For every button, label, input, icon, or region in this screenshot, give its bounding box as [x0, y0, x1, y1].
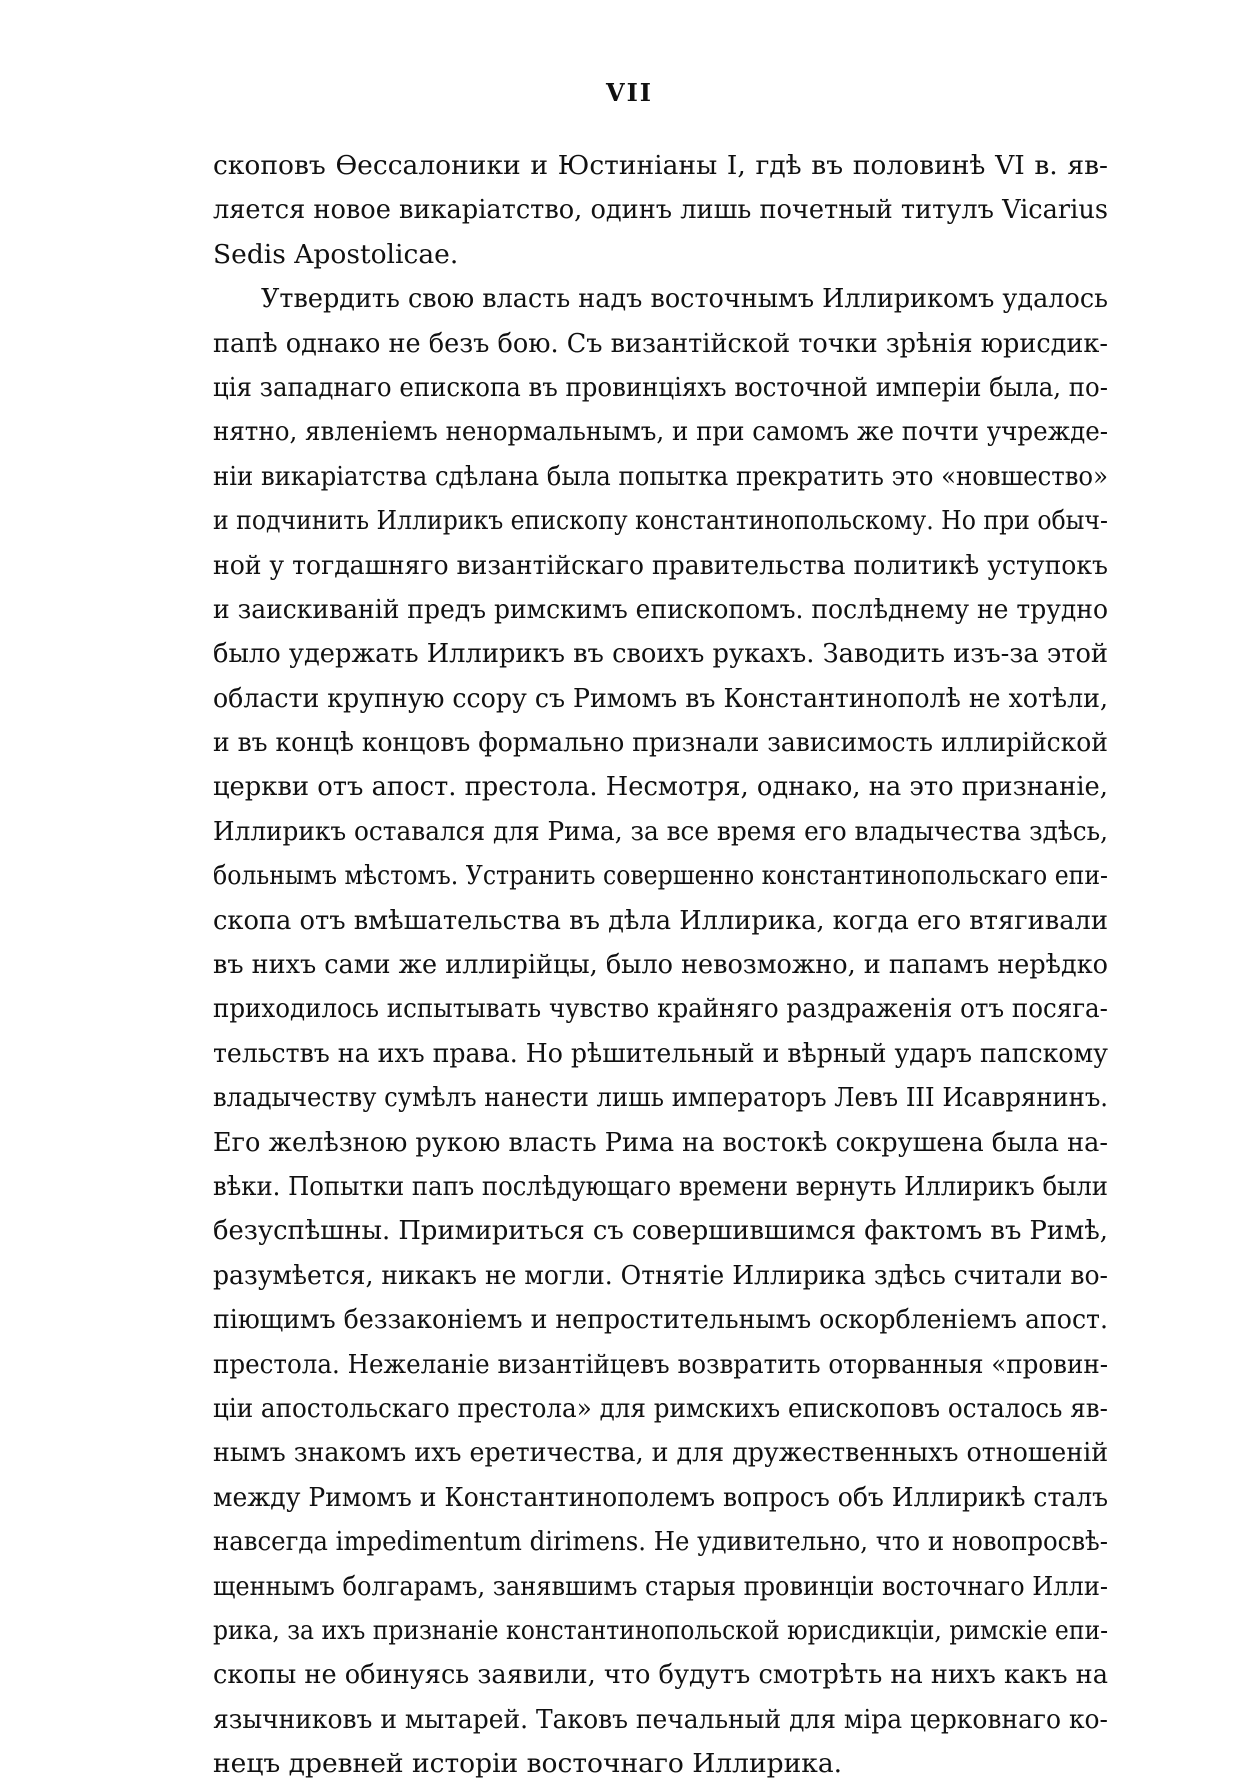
text-line: Sedis Apostolicae.: [213, 238, 459, 270]
page-number: VII: [605, 78, 654, 107]
text-line: приходилось испытывать чувство крайняго раздраженія отъ посяга-: [213, 993, 1108, 1025]
text-line: церкви отъ апост. престола. Несмотря, однако, на это признаніе,: [213, 771, 1108, 803]
text-line: ляется новое викаріатство, одинъ лишь почетный титулъ Vicarius: [213, 194, 1108, 226]
text-line: нымъ знакомъ ихъ еретичества, и для дружественныхъ отношеній: [213, 1437, 1109, 1469]
body-text: [213, 144, 1108, 1786]
text-line: и подчинить Иллирикъ епископу константинопольскому. Но при обыч-: [213, 505, 1108, 537]
text-line: разумѣется, никакъ не могли. Отнятіе Иллирика здѣсь считали во-: [213, 1259, 1108, 1291]
text-line: язычниковъ и мытарей. Таковъ печальный для міра церковнаго ко-: [213, 1703, 1108, 1735]
text-line: ной у тогдашняго византійскаго правительства политикѣ уступокъ: [213, 549, 1108, 581]
text-line: и заискиваній предъ римскимъ епископомъ. послѣднему не трудно: [213, 593, 1109, 625]
text-line: нецъ древней исторіи восточнаго Иллирика.: [213, 1748, 843, 1780]
text-line: ніи викаріатства сдѣлана была попытка прекратить это «новшество»: [213, 460, 1108, 492]
text-line: между Римомъ и Константинополемъ вопросъ объ Иллирикѣ сталъ: [213, 1481, 1109, 1513]
text-line: Его желѣзною рукою власть Рима на востокѣ сокрушена была на-: [213, 1126, 1108, 1158]
text-line: больнымъ мѣстомъ. Устранить совершенно константинопольскаго епи-: [213, 860, 1109, 892]
text-line: ціи апостольскаго престола» для римскихъ епископовъ осталось яв-: [213, 1392, 1108, 1424]
text-line: вѣки. Попытки папъ послѣдующаго времени вернуть Иллирикъ были: [213, 1170, 1108, 1202]
text-line: престола. Нежеланіе византійцевъ возвратить оторванныя «провин-: [213, 1348, 1109, 1380]
text-line: піющимъ беззаконіемъ и непростительнымъ оскорбленіемъ апост.: [213, 1304, 1109, 1336]
text-line: владычеству сумѣлъ нанести лишь императоръ Левъ III Исаврянинъ.: [213, 1082, 1109, 1114]
text-line: Утвердить свою власть надъ восточнымъ Иллирикомъ удалось: [261, 283, 1108, 315]
text-line: навсегда impedimentum dirimens. Не удивительно, что и новопросвѣ-: [213, 1526, 1108, 1558]
text-line: Иллирикъ оставался для Рима, за все время его владычества здѣсь,: [213, 815, 1108, 847]
text-line: ція западнаго епископа въ провинціяхъ восточной имперіи была, по-: [213, 371, 1108, 403]
text-line: щеннымъ болгарамъ, занявшимъ старыя провинціи восточнаго Илли-: [213, 1570, 1108, 1602]
text-line: въ нихъ сами же иллирійцы, было невозможно, и папамъ нерѣдко: [213, 949, 1109, 981]
paragraph: [213, 277, 1108, 1786]
text-line: тельствъ на ихъ права. Но рѣшительный и вѣрный ударъ папскому: [213, 1037, 1108, 1069]
text-line: скопы не обинуясь заявили, что будутъ смотрѣть на нихъ какъ на: [213, 1659, 1109, 1691]
paragraph: [213, 144, 1108, 277]
text-line: скопа отъ вмѣшательства въ дѣла Иллирика, когда его втягивали: [213, 904, 1108, 936]
text-line: было удержать Иллирикъ въ своихъ рукахъ. Заводить изъ-за этой: [213, 638, 1109, 670]
text-line: рика, за ихъ признаніе константинопольской юрисдикціи, римскіе епи-: [213, 1614, 1109, 1646]
text-line: папѣ однако не безъ бою. Съ византійской точки зрѣнія юрисдик-: [213, 327, 1108, 359]
text-line: нятно, явленіемъ ненормальнымъ, и при самомъ же почти учрежде-: [213, 416, 1109, 448]
text-line: области крупную ссору съ Римомъ въ Константинополѣ не хотѣли,: [213, 682, 1108, 714]
text-line: и въ концѣ концовъ формально признали зависимость иллирійской: [213, 727, 1108, 759]
text-line: безуспѣшны. Примириться съ совершившимся фактомъ въ Римѣ,: [213, 1215, 1108, 1247]
text-line: скоповъ Ѳессалоники и Юстиніаны I, гдѣ въ половинѣ VI в. яв-: [213, 150, 1108, 181]
